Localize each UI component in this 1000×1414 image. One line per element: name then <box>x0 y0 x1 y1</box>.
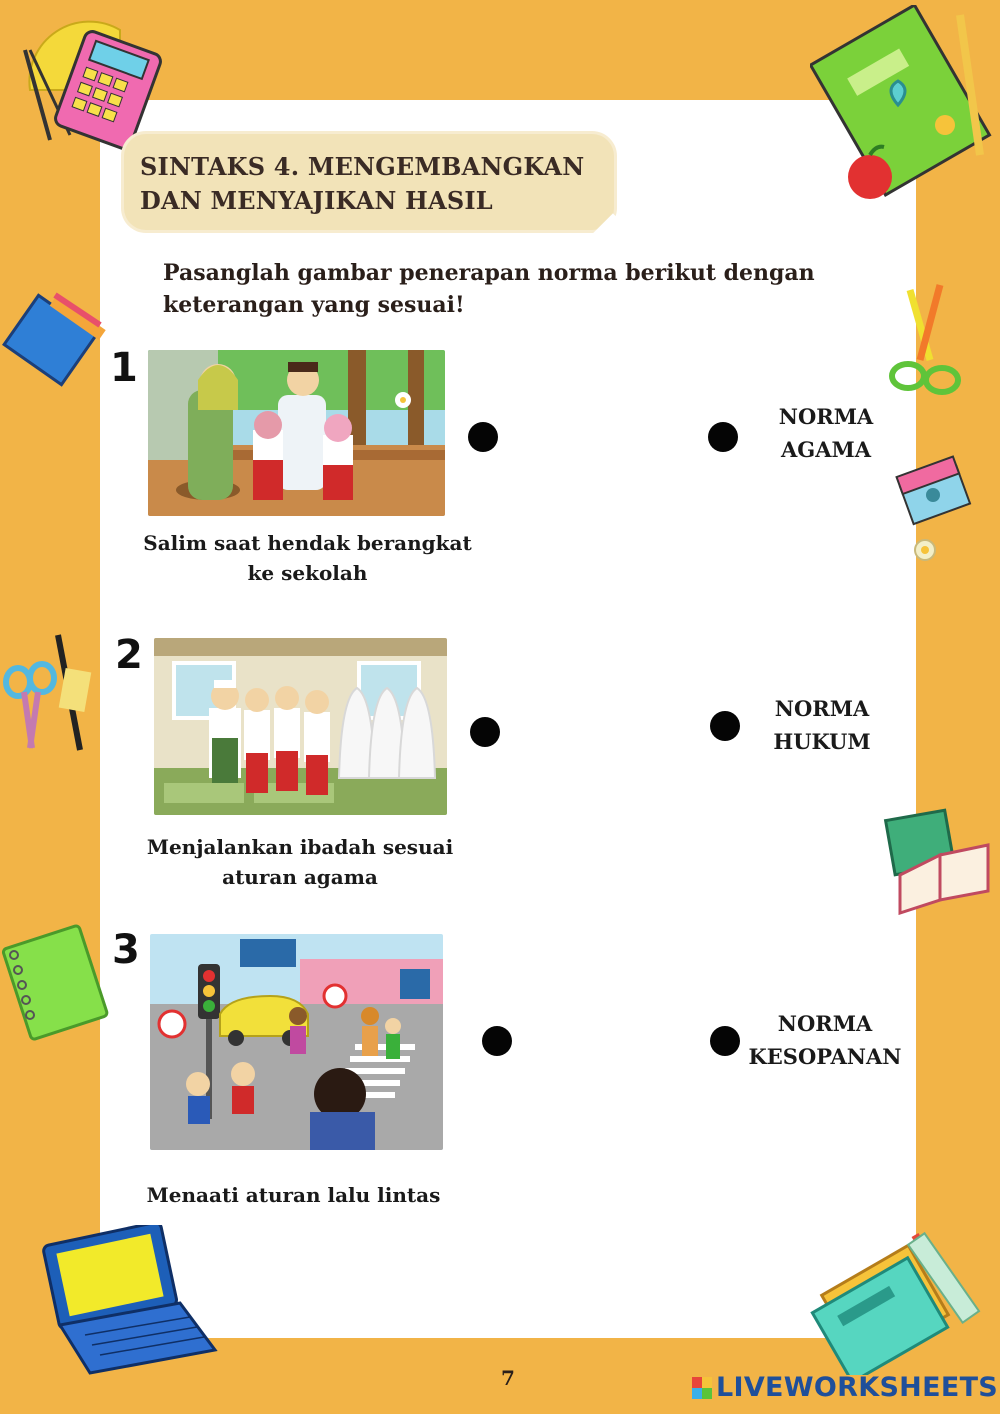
item-caption-1 <box>140 528 475 588</box>
item-caption-3-line-1: Menaati aturan lalu lintas <box>146 1183 441 1207</box>
scissors-pencil-icon <box>0 630 95 760</box>
norm-label-3 <box>740 1007 910 1073</box>
item-number-3: 3 <box>112 927 140 973</box>
item-caption-1-line-1: Salim saat hendak berangkat <box>143 531 472 555</box>
norm-label-3-line-1: NORMA <box>777 1011 873 1036</box>
item-number-1: 1 <box>110 345 138 391</box>
section-title-line-1: SINTAKS 4. MENGEMBANGKAN <box>140 152 585 181</box>
scissors-icon <box>880 280 970 400</box>
page-number: 7 <box>501 1366 515 1390</box>
ibadah-picture <box>154 638 447 815</box>
notebook-icon <box>810 5 995 205</box>
item-caption-2 <box>140 832 460 892</box>
section-title <box>140 150 600 218</box>
item-caption-2-line-1: Menjalankan ibadah sesuai <box>146 835 454 859</box>
norm-3-connector-dot[interactable] <box>710 1026 740 1056</box>
liveworksheets-mark-icon <box>692 1377 712 1399</box>
item-1-connector-dot[interactable] <box>468 422 498 452</box>
norm-label-2 <box>737 692 907 758</box>
item-2-connector-dot[interactable] <box>470 717 500 747</box>
instruction-line-1: Pasanglah gambar penerapan norma berikut dengan <box>163 260 815 286</box>
open-book-icon <box>880 805 995 915</box>
liveworksheets-brand-text: LIVEWORKSHEETS <box>716 1372 999 1403</box>
norm-label-3-line-2: KESOPANAN <box>748 1044 902 1069</box>
item-caption-3 <box>140 1180 447 1210</box>
sharpener-icon <box>895 455 985 585</box>
liveworksheets-logo[interactable] <box>692 1372 998 1403</box>
norm-label-1-line-2: AGAMA <box>780 437 872 462</box>
books-icon <box>0 285 110 395</box>
lalu-lintas-picture <box>150 934 443 1150</box>
calculator-icon <box>10 10 170 150</box>
item-number-2: 2 <box>115 632 143 678</box>
laptop-icon <box>30 1225 220 1375</box>
norm-1-connector-dot[interactable] <box>708 422 738 452</box>
norm-label-1 <box>741 400 911 466</box>
section-title-line-2: DAN MENYAJIKAN HASIL <box>140 186 493 215</box>
instruction-text <box>163 257 823 321</box>
item-3-connector-dot[interactable] <box>482 1026 512 1056</box>
norm-label-1-line-1: NORMA <box>778 404 874 429</box>
item-caption-2-line-2: aturan agama <box>222 865 378 889</box>
norm-label-2-line-2: HUKUM <box>773 729 871 754</box>
norm-label-2-line-1: NORMA <box>774 696 870 721</box>
item-caption-1-line-2: ke sekolah <box>247 561 368 585</box>
books-ruler-icon <box>805 1225 995 1375</box>
section-title-box <box>124 134 614 230</box>
norm-2-connector-dot[interactable] <box>710 711 740 741</box>
instruction-line-2: keterangan yang sesuai! <box>163 292 465 318</box>
salim-picture <box>148 350 445 516</box>
green-notebook-icon <box>0 915 120 1045</box>
